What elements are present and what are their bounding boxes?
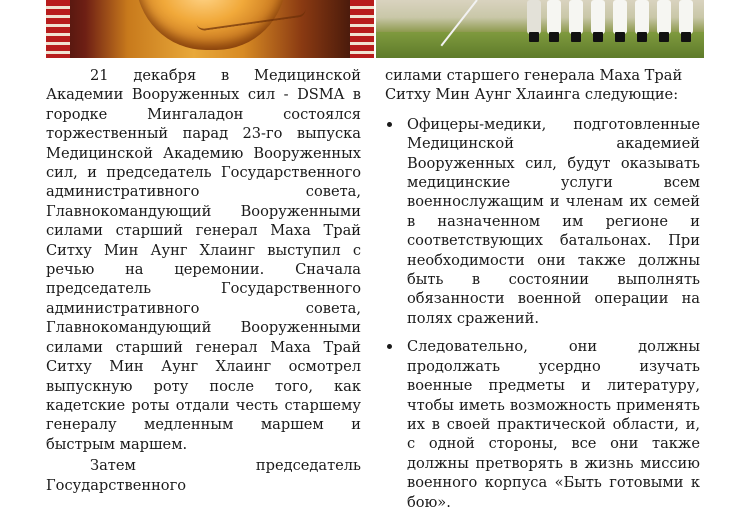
right-article-column — [385, 66, 700, 521]
list-item-text: Офицеры-медики, подготовленные Медицинской академией Вооруженных сил, будут оказывать медицинские услуги всем военнослужащим и членам их семей в назначенном им регионе и соответствующих батальонах. При необходимости они также должны быть в состоянии выполнять обязанности военной операции на полях сражений. — [407, 115, 700, 327]
bullet-icon — [387, 122, 392, 127]
bullet-list — [385, 115, 700, 512]
article-paragraph: 21 декабря в Медицинской Академии Вооруженных сил - DSMA в городке Мингаладон состоялся торжественный парад 23-го выпуска Медицинской Академию Вооруженных сил, и председатель Государственного административного совета, Главнокомандующий Вооруженными силами старший генерал Маха Трай Ситху Мин Аунг Хлаинг выступил с речью на церемонии. Сначала председатель Государственного административного совета, Главнокомандующий Вооруженными силами старший генерал Маха Трай Ситху Мин Аунг Хлаинг осмотрел выпускную роту после того, как кадетские роты отдали честь старшему генералу медленным маршем и быстрым маршем. — [46, 67, 361, 453]
cut-off-text-line — [407, 454, 652, 460]
list-item — [385, 115, 700, 328]
bullet-icon — [387, 344, 392, 349]
soldier-figure — [612, 0, 628, 42]
article-lead: силами старшего генерала Маха Трай Ситху Мин Аунг Хлаинга следующие: — [385, 67, 683, 104]
left-article-column — [46, 66, 361, 495]
article-paragraph: Затем председатель Государственного — [46, 457, 361, 494]
list-item-text: Следовательно, они должны продолжать усердно изучать военные предметы и литературу, чтобы иметь возможность применять их в своей практической области, и, с одной стороны, все они также должны претворять в жизнь миссию военного корпуса «Быть готовыми к бою». — [407, 338, 700, 511]
soldier-figure — [546, 0, 562, 42]
ribbon-decoration-left — [46, 0, 70, 58]
soldier-figure — [526, 0, 542, 42]
parade-photo — [376, 0, 704, 58]
soldier-figure — [590, 0, 606, 42]
soldier-figure — [656, 0, 672, 42]
soldier-figure — [634, 0, 650, 42]
list-item — [385, 337, 700, 512]
ceremony-photo — [46, 0, 374, 58]
ribbon-decoration-right — [350, 0, 374, 58]
soldier-figure — [568, 0, 584, 42]
soldier-figure — [678, 0, 694, 42]
